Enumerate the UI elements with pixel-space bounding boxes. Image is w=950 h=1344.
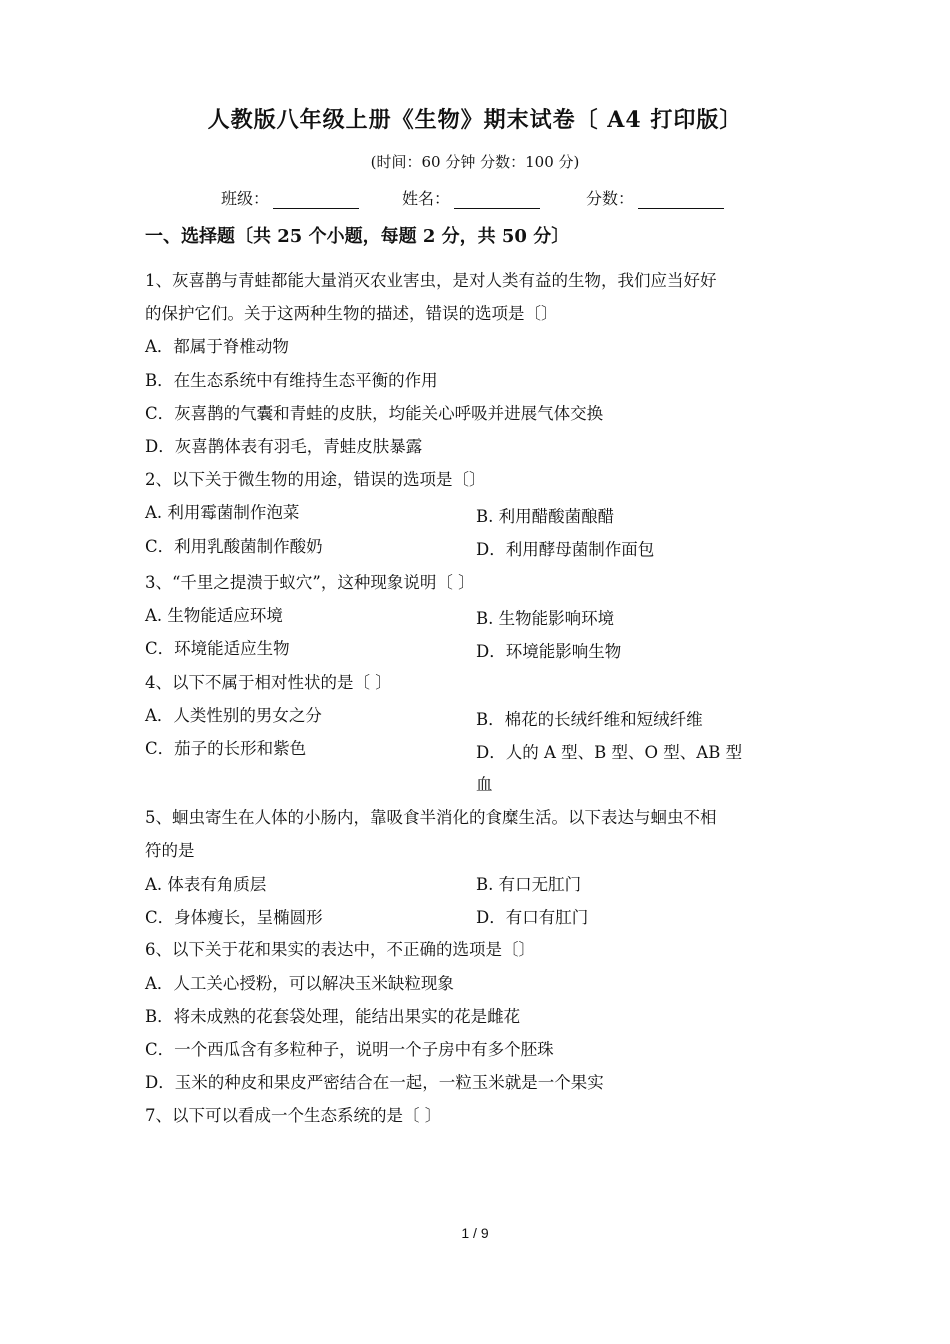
q1-option-d: D．灰喜鹊体表有羽毛，青蛙皮肤暴露: [145, 437, 423, 456]
q2-stem: 2、以下关于微生物的用途，错误的选项是〔〕: [145, 470, 486, 489]
class-field: [221, 186, 359, 209]
q4-option-a: A．人类性别的男女之分: [145, 706, 322, 725]
q6-option-d: D．玉米的种皮和果皮严密结合在一起，一粒玉米就是一个果实: [145, 1073, 604, 1092]
name-label: 姓名：: [402, 189, 451, 208]
q1-option-a: A．都属于脊椎动物: [145, 337, 289, 356]
q1-stem-line2: 的保护它们。关于这两种生物的描述，错误的选项是〔〕: [145, 304, 558, 323]
q2-option-a: A. 利用霉菌制作泡菜: [145, 503, 300, 522]
q5-option-c: C．身体瘦长，呈椭圆形: [145, 908, 323, 927]
q5-stem-line1: 5、蛔虫寄生在人体的小肠内，靠吸食半消化的食糜生活。以下表达与蛔虫不相: [145, 808, 717, 827]
class-label: 班级：: [221, 189, 270, 208]
class-blank: [273, 190, 359, 209]
name-blank: [454, 190, 540, 209]
q5-stem-line2: 符的是: [145, 841, 195, 860]
section-heading: 一、选择题〔共 25 个小题，每题 2 分，共 50 分〕: [145, 226, 570, 247]
q3-option-d: D．环境能影响生物: [476, 642, 622, 661]
q3-option-c: C．环境能适应生物: [145, 639, 290, 658]
q2-option-c: C．利用乳酸菌制作酸奶: [145, 537, 323, 556]
q4-option-d-wrap: 血: [476, 775, 493, 794]
q5-option-b: B. 有口无肛门: [476, 875, 582, 894]
q4-option-b: B．棉花的长绒纤维和短绒纤维: [476, 710, 703, 729]
q5-option-d: D．有口有肛门: [476, 908, 589, 927]
page-title: 人教版八年级上册《生物》期末试卷〔 A4 打印版〕: [207, 107, 743, 133]
q2-option-d: D．利用酵母菌制作面包: [476, 540, 655, 559]
q6-option-a: A．人工关心授粉，可以解决玉米缺粒现象: [145, 974, 454, 993]
q6-option-c: C．一个西瓜含有多粒种子，说明一个子房中有多个胚珠: [145, 1040, 554, 1059]
q1-stem-line1: 1、灰喜鹊与青蛙都能大量消灭农业害虫，是对人类有益的生物，我们应当好好: [145, 271, 717, 290]
q6-option-b: B．将未成熟的花套袋处理，能结出果实的花是雌花: [145, 1007, 521, 1026]
q3-stem: 3、“千里之提溃于蚁穴”，这种现象说明〔 〕: [145, 573, 475, 592]
q2-option-b: B. 利用醋酸菌酿醋: [476, 507, 615, 526]
q4-option-c: C．茄子的长形和紫色: [145, 739, 307, 758]
q6-stem: 6、以下关于花和果实的表达中，不正确的选项是〔〕: [145, 940, 535, 959]
q4-option-d: D．人的 A 型、B 型、O 型、AB 型: [476, 743, 743, 762]
score-label: 分数：: [586, 189, 635, 208]
q4-stem: 4、以下不属于相对性状的是〔 〕: [145, 673, 392, 692]
q7-stem: 7、以下可以看成一个生态系统的是〔 〕: [145, 1106, 442, 1125]
name-field: [402, 186, 540, 209]
q1-option-c: C．灰喜鹊的气囊和青蛙的皮肤，均能关心呼吸并进展气体交换: [145, 404, 604, 423]
score-field: [586, 186, 724, 209]
q3-option-a: A. 生物能适应环境: [145, 606, 283, 625]
score-blank: [638, 190, 724, 209]
exam-time-score: (时间：60 分钟 分数：100 分): [370, 153, 580, 171]
q1-option-b: B．在生态系统中有维持生态平衡的作用: [145, 371, 438, 390]
page-number: 1 / 9: [461, 1225, 489, 1241]
q5-option-a: A. 体表有角质层: [145, 875, 267, 894]
q3-option-b: B. 生物能影响环境: [476, 609, 615, 628]
